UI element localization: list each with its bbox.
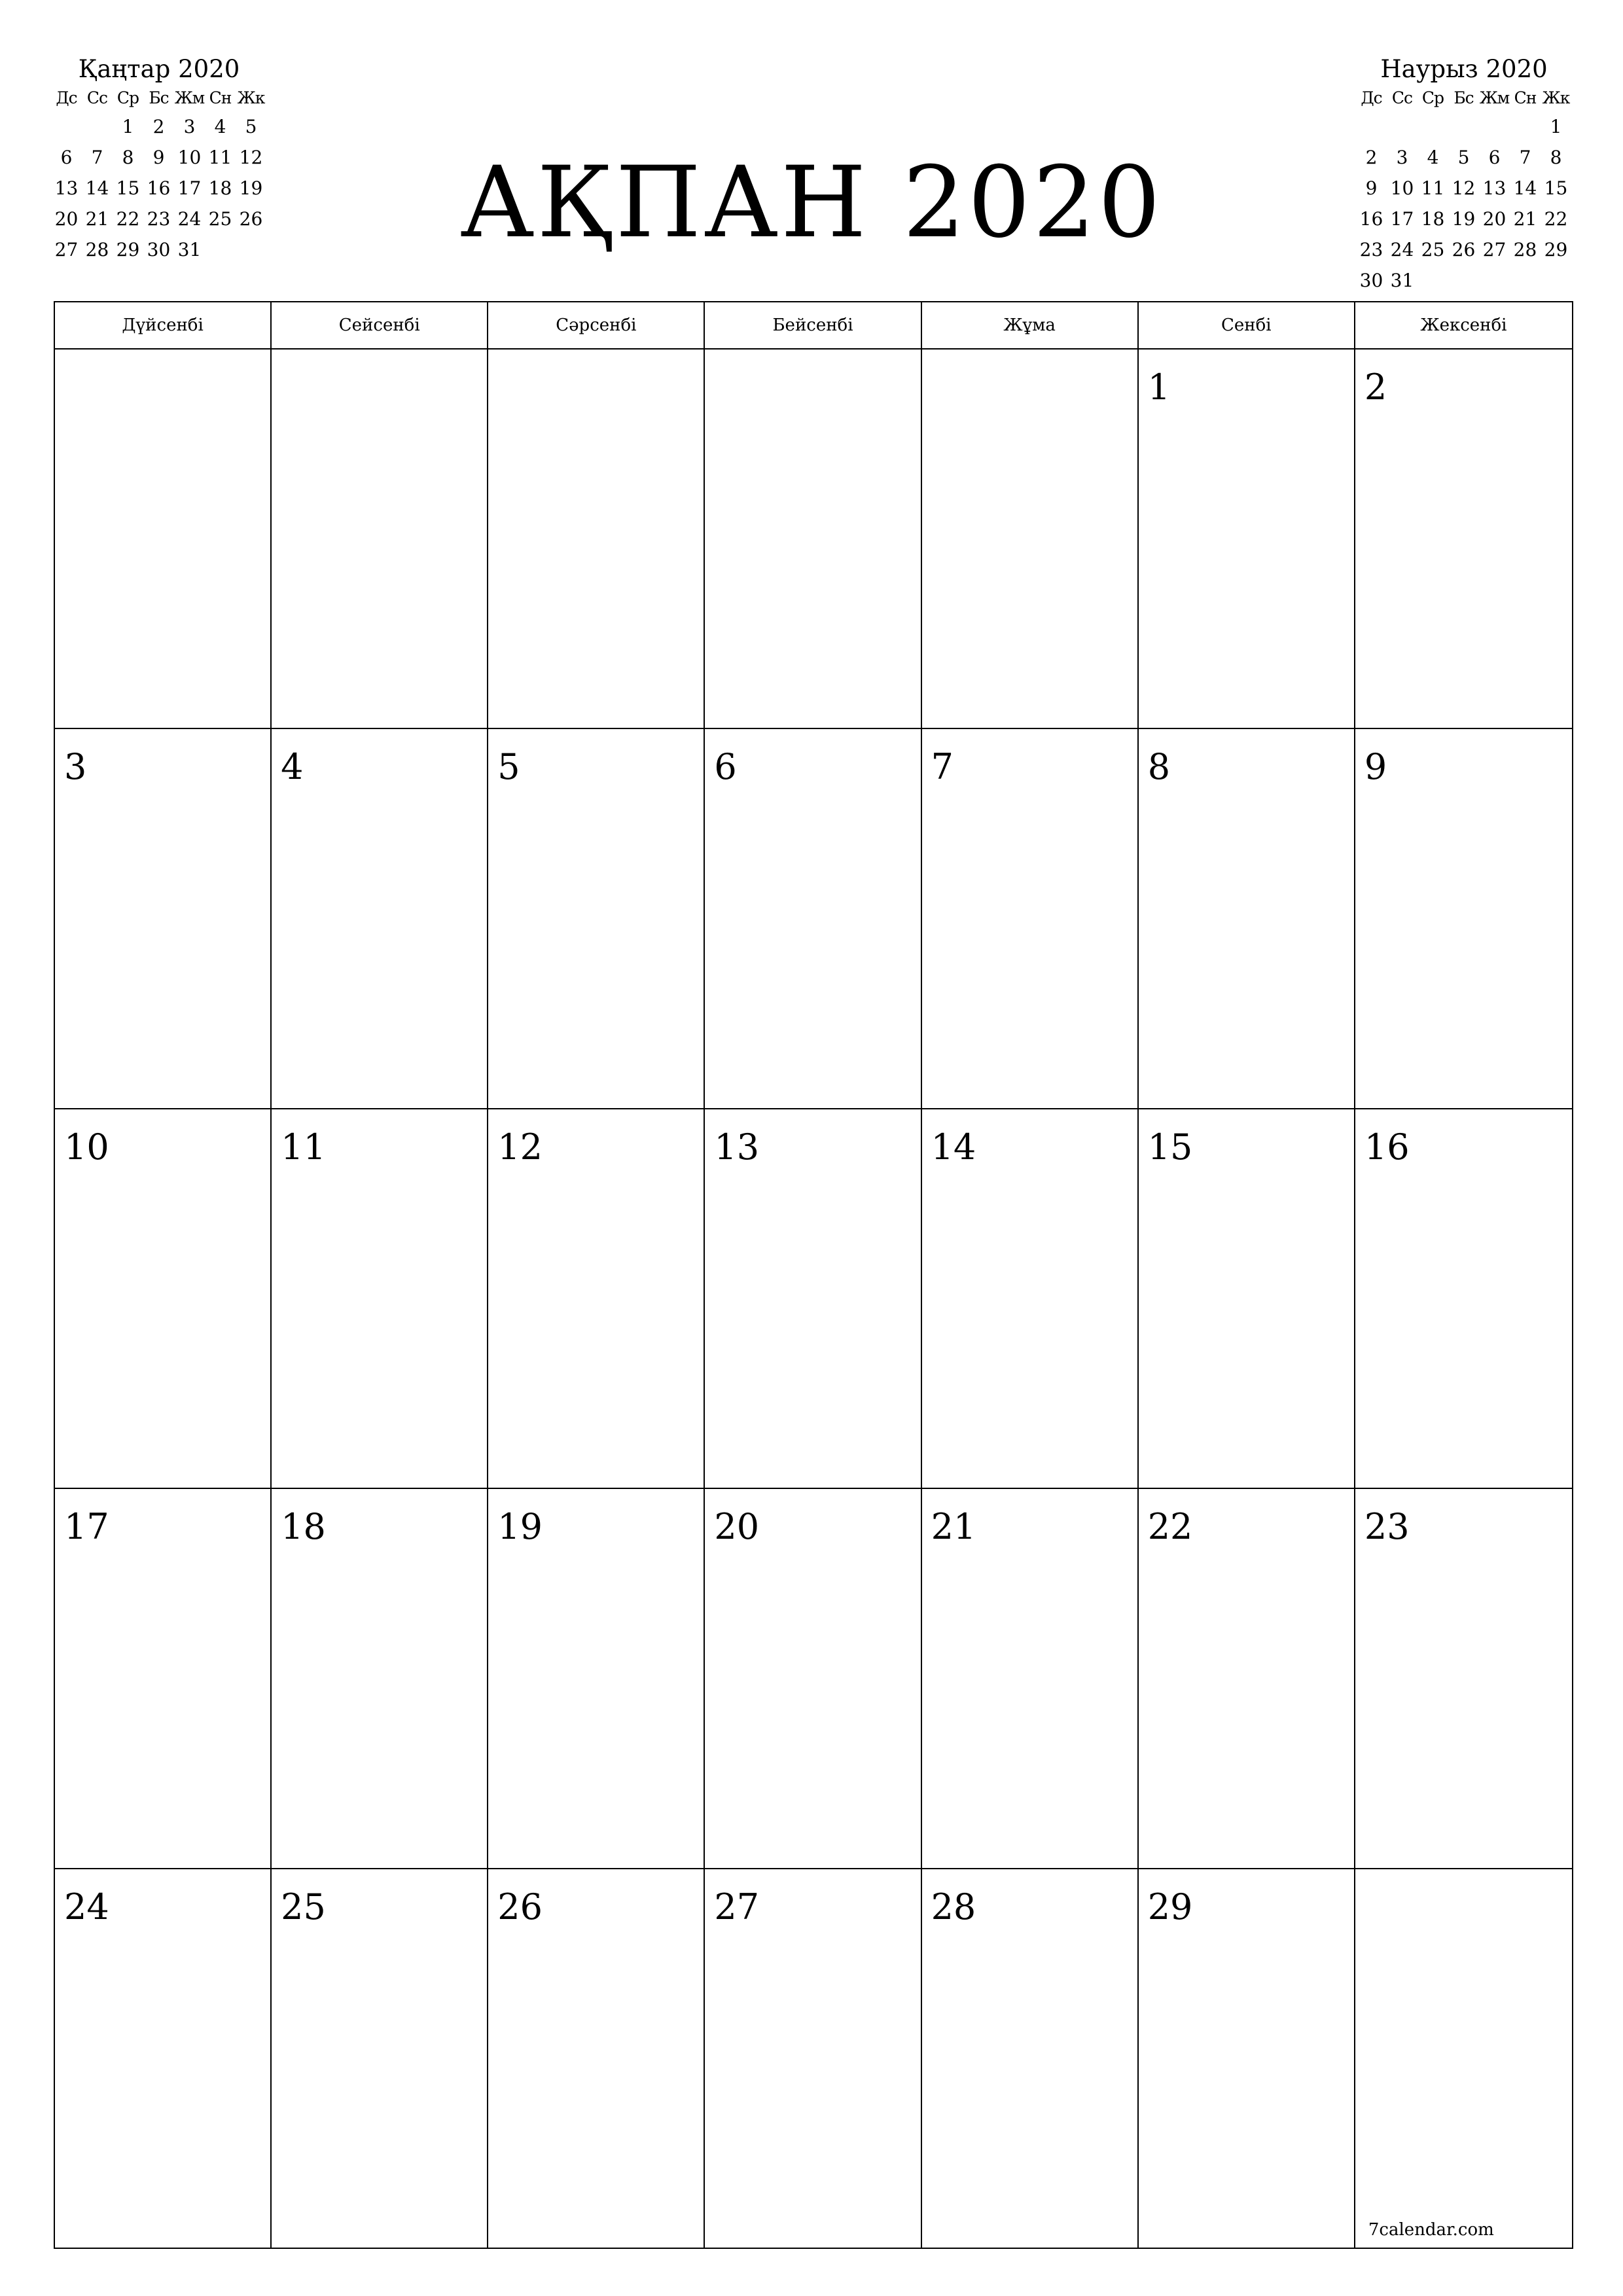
day-number: 21 <box>931 1506 976 1548</box>
day-cell[interactable] <box>55 350 272 729</box>
day-cell[interactable] <box>1139 1869 1355 2249</box>
next-month-day: 19 <box>1452 208 1476 230</box>
next-month-weekday-label: Ср <box>1421 88 1444 107</box>
day-cell[interactable] <box>922 1489 1139 1869</box>
day-cell[interactable] <box>272 1489 488 1869</box>
day-number: 13 <box>714 1126 760 1168</box>
next-month-day: 7 <box>1519 147 1531 168</box>
day-cell[interactable] <box>705 1109 921 1489</box>
prev-month-day: 17 <box>177 177 202 199</box>
prev-month-day: 22 <box>116 208 140 230</box>
next-month-day <box>1479 265 1510 296</box>
next-month-day: 20 <box>1482 208 1507 230</box>
day-number: 5 <box>497 746 520 788</box>
next-month-mini-calendar <box>1356 54 1572 296</box>
day-cell[interactable] <box>1139 350 1355 729</box>
next-month-day <box>1387 111 1418 142</box>
day-number: 29 <box>1147 1886 1193 1928</box>
prev-month-day: 11 <box>208 147 232 168</box>
next-month-day: 21 <box>1513 208 1537 230</box>
day-cell[interactable] <box>1139 1109 1355 1489</box>
day-number: 20 <box>714 1506 760 1548</box>
next-month-day: 29 <box>1544 239 1568 260</box>
next-month-day: 22 <box>1544 208 1568 230</box>
day-cell[interactable] <box>1355 729 1572 1109</box>
day-number: 1 <box>1147 367 1171 408</box>
prev-month-day <box>205 234 236 265</box>
day-cell[interactable] <box>488 1869 705 2249</box>
day-cell[interactable] <box>1139 729 1355 1109</box>
prev-month-day: 2 <box>152 116 165 137</box>
day-cell[interactable] <box>922 729 1139 1109</box>
day-cell[interactable] <box>272 729 488 1109</box>
prev-month-day <box>82 111 113 142</box>
next-month-day <box>1356 111 1387 142</box>
next-month-weekday-label: Дс <box>1361 88 1382 107</box>
day-cell[interactable] <box>55 1109 272 1489</box>
day-cell[interactable] <box>488 729 705 1109</box>
next-month-day: 17 <box>1390 208 1414 230</box>
prev-month-day: 15 <box>116 177 140 199</box>
next-month-day: 4 <box>1427 147 1439 168</box>
prev-month-day: 20 <box>54 208 79 230</box>
day-number: 19 <box>497 1506 543 1548</box>
prev-month-day: 18 <box>208 177 232 199</box>
weekday-header: Жексенбі <box>1420 315 1507 335</box>
day-number: 26 <box>497 1886 543 1928</box>
month-grid <box>54 301 1573 2249</box>
prev-month-mini-calendar <box>51 54 267 265</box>
day-number: 6 <box>714 746 737 788</box>
prev-month-day: 16 <box>147 177 171 199</box>
day-cell[interactable] <box>55 729 272 1109</box>
weekday-header: Сәрсенбі <box>488 302 705 348</box>
next-month-day: 11 <box>1421 177 1445 199</box>
day-cell[interactable] <box>272 350 488 729</box>
day-number: 25 <box>281 1886 326 1928</box>
prev-month-day: 6 <box>60 147 73 168</box>
next-month-day: 14 <box>1513 177 1537 199</box>
prev-month-day: 30 <box>147 239 171 260</box>
next-month-day: 12 <box>1452 177 1476 199</box>
next-month-day: 9 <box>1365 177 1378 199</box>
next-month-day: 10 <box>1390 177 1414 199</box>
day-cell[interactable] <box>922 1869 1139 2249</box>
prev-month-day: 13 <box>54 177 79 199</box>
day-cell[interactable] <box>1355 350 1572 729</box>
prev-month-day <box>51 111 82 142</box>
day-cell[interactable] <box>1355 1869 1572 2249</box>
next-month-weekday-label: Жк <box>1542 88 1570 107</box>
day-cell[interactable] <box>922 1109 1139 1489</box>
day-number: 12 <box>497 1126 543 1168</box>
next-month-day <box>1479 111 1510 142</box>
day-cell[interactable] <box>705 350 921 729</box>
prev-month-grid <box>51 85 267 265</box>
weekday-header: Дүйсенбі <box>55 302 272 348</box>
day-number: 14 <box>931 1126 976 1168</box>
prev-month-weekday-label: Сс <box>86 88 108 107</box>
prev-month-day: 5 <box>245 116 257 137</box>
prev-month-day: 4 <box>214 116 226 137</box>
next-month-weekday-label: Сс <box>1391 88 1413 107</box>
prev-month-weekday-label: Жк <box>237 88 265 107</box>
next-month-day: 25 <box>1421 239 1445 260</box>
next-month-day: 1 <box>1550 116 1562 137</box>
next-month-day: 8 <box>1550 147 1562 168</box>
prev-month-weekday-label: Дс <box>56 88 77 107</box>
prev-month-day <box>236 234 266 265</box>
next-month-day <box>1448 265 1479 296</box>
next-month-day: 15 <box>1544 177 1568 199</box>
prev-month-day: 27 <box>54 239 79 260</box>
prev-month-day: 7 <box>91 147 103 168</box>
next-month-day: 27 <box>1482 239 1507 260</box>
weekday-header: Жұма <box>922 302 1139 348</box>
next-month-day: 30 <box>1359 270 1383 291</box>
day-number: 11 <box>281 1126 326 1168</box>
day-number: 4 <box>281 746 304 788</box>
next-month-day: 28 <box>1513 239 1537 260</box>
day-cell[interactable] <box>1355 1109 1572 1489</box>
day-cell[interactable] <box>705 1869 921 2249</box>
day-cell[interactable] <box>488 1489 705 1869</box>
day-number: 23 <box>1364 1506 1410 1548</box>
day-number: 16 <box>1364 1126 1410 1168</box>
weekday-header: Сенбі <box>1139 302 1355 348</box>
prev-month-day: 12 <box>239 147 263 168</box>
prev-month-weekday-label: Бс <box>149 88 169 107</box>
weeks-grid <box>55 350 1572 2249</box>
page-title: АҚПАН 2020 <box>459 146 1164 260</box>
day-cell[interactable] <box>1139 1489 1355 1869</box>
next-month-day: 6 <box>1488 147 1501 168</box>
next-month-day: 2 <box>1365 147 1378 168</box>
day-number: 27 <box>714 1886 760 1928</box>
prev-month-day: 25 <box>208 208 232 230</box>
prev-month-weekday-label: Сн <box>209 88 232 107</box>
day-number: 15 <box>1147 1126 1193 1168</box>
next-month-day <box>1510 265 1541 296</box>
prev-month-title: Қаңтар 2020 <box>78 55 240 83</box>
next-month-day: 18 <box>1421 208 1445 230</box>
next-month-day <box>1510 111 1541 142</box>
next-month-day: 3 <box>1396 147 1408 168</box>
next-month-weekday-label: Бс <box>1454 88 1474 107</box>
prev-month-day: 14 <box>85 177 109 199</box>
weekday-header: Сейсенбі <box>272 302 488 348</box>
next-month-title: Наурыз 2020 <box>1380 55 1548 83</box>
prev-month-day: 31 <box>177 239 202 260</box>
day-cell[interactable] <box>272 1869 488 2249</box>
prev-month-day: 19 <box>239 177 263 199</box>
day-cell[interactable] <box>705 729 921 1109</box>
prev-month-day: 24 <box>177 208 202 230</box>
next-month-day: 13 <box>1482 177 1507 199</box>
day-number: 22 <box>1147 1506 1193 1548</box>
day-cell[interactable] <box>488 350 705 729</box>
prev-month-day: 3 <box>183 116 196 137</box>
prev-month-day: 28 <box>85 239 109 260</box>
site-footer-link[interactable]: 7calendar.com <box>1368 2220 1494 2240</box>
prev-month-weekday-label: Ср <box>116 88 139 107</box>
next-month-weekday-label: Сн <box>1514 88 1537 107</box>
next-month-day <box>1448 111 1479 142</box>
day-number: 10 <box>64 1126 109 1168</box>
day-number: 9 <box>1364 746 1387 788</box>
next-month-day <box>1418 265 1448 296</box>
prev-month-day: 9 <box>152 147 165 168</box>
prev-month-day: 8 <box>122 147 134 168</box>
prev-month-day: 1 <box>122 116 134 137</box>
day-number: 17 <box>64 1506 109 1548</box>
prev-month-day: 26 <box>239 208 263 230</box>
day-number: 3 <box>64 746 87 788</box>
next-month-day: 26 <box>1452 239 1476 260</box>
next-month-day <box>1418 111 1448 142</box>
next-month-weekday-label: Жм <box>1479 88 1510 107</box>
day-number: 28 <box>931 1886 976 1928</box>
next-month-day: 16 <box>1359 208 1383 230</box>
day-number: 18 <box>281 1506 326 1548</box>
day-number: 7 <box>931 746 954 788</box>
next-month-day: 24 <box>1390 239 1414 260</box>
next-month-day <box>1541 265 1571 296</box>
day-cell[interactable] <box>55 1869 272 2249</box>
prev-month-day: 10 <box>177 147 202 168</box>
prev-month-weekday-label: Жм <box>174 88 205 107</box>
prev-month-day: 21 <box>85 208 109 230</box>
prev-month-day: 23 <box>147 208 171 230</box>
day-cell[interactable] <box>922 350 1139 729</box>
day-cell[interactable] <box>488 1109 705 1489</box>
weekday-header-row <box>55 302 1572 350</box>
day-number: 24 <box>64 1886 109 1928</box>
next-month-day: 31 <box>1390 270 1414 291</box>
prev-month-day: 29 <box>116 239 140 260</box>
day-number: 2 <box>1364 367 1387 408</box>
next-month-day: 23 <box>1359 239 1383 260</box>
next-month-day: 5 <box>1457 147 1470 168</box>
day-number: 8 <box>1147 746 1171 788</box>
day-cell[interactable] <box>705 1489 921 1869</box>
day-cell[interactable] <box>272 1109 488 1489</box>
day-cell[interactable] <box>1355 1489 1572 1869</box>
weekday-header: Бейсенбі <box>705 302 921 348</box>
next-month-grid <box>1356 85 1572 296</box>
day-cell[interactable] <box>55 1489 272 1869</box>
